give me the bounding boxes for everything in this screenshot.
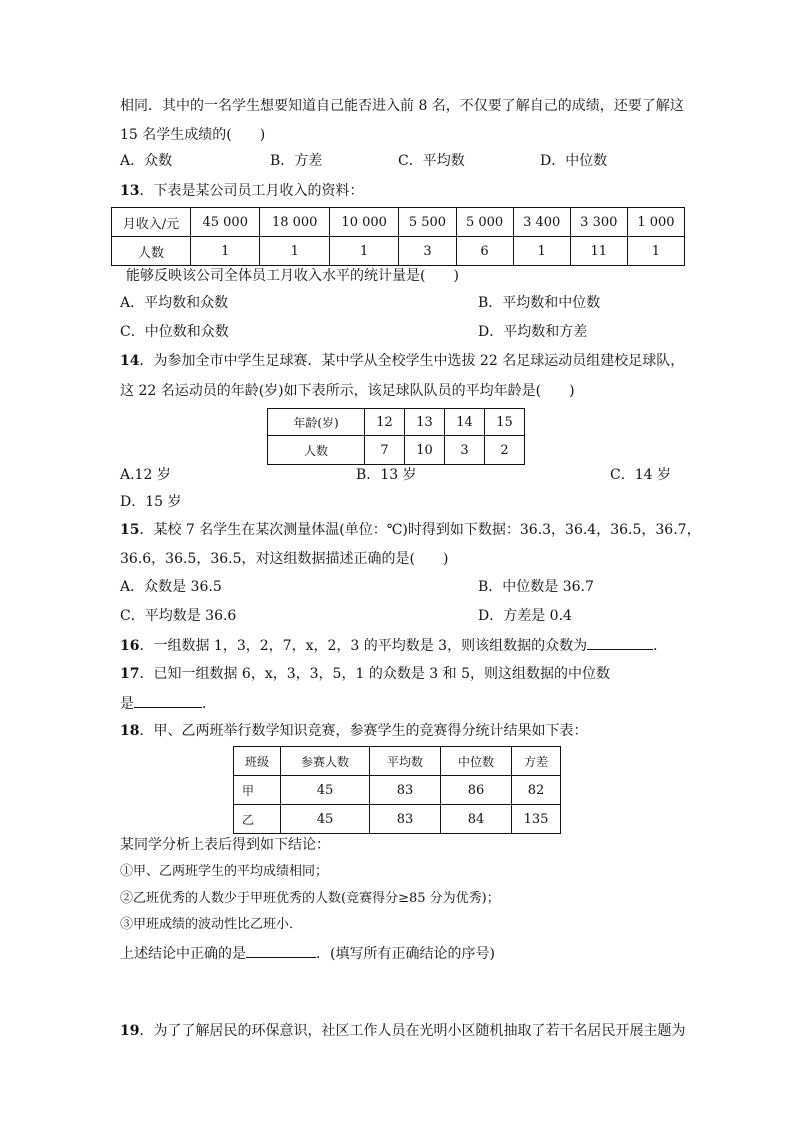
table-header-cell: 方差 (512, 747, 561, 776)
q15-number: 15 (120, 522, 140, 538)
table-cell: 1 (329, 237, 398, 266)
q13-after-text: 能够反映该公司全体员工月收入水平的统计量是( ) (126, 268, 459, 284)
q16-line (120, 635, 667, 656)
q17-line2 (120, 693, 216, 714)
table-cell: 12 (365, 409, 405, 436)
table-cell: 1 000 (627, 208, 684, 237)
q17-number: 17 (120, 666, 140, 682)
q14-number: 14 (120, 353, 140, 369)
table-header-cell: 参赛人数 (281, 747, 370, 776)
q13-stem-text: ．下表是某公司员工月收入的资料： (139, 183, 364, 199)
table-cell: 135 (512, 805, 561, 834)
q15-option-c: C．平均数是 36.6 (120, 608, 237, 624)
q13-option-b: B．平均数和中位数 (478, 295, 601, 311)
q12-line2: 15 名学生成绩的( ) (120, 127, 266, 143)
table-cell: 18 000 (260, 208, 329, 237)
table-cell: 10 000 (329, 208, 398, 237)
q18-question-post: ．(填写所有正确结论的序号) (316, 946, 495, 962)
q16-end: ． (653, 638, 668, 654)
q13-income-table (111, 207, 685, 266)
table-header-cell: 班级 (234, 747, 281, 776)
q15-line1-text: ．某校 7 名学生在某次测量体温(单位：℃)时得到如下数据：36.3，36.4，36.5，36.7， (139, 522, 701, 538)
table-header-cell: 中位数 (441, 747, 512, 776)
q18-results-table (233, 746, 561, 834)
q17-line1-text: ．已知一组数据 6，x，3，3，5，1 的众数是 3 和 5，则这组数据的中位数 (139, 666, 610, 682)
q15-line2: 36.6，36.5，36.5，对这组数据描述正确的是( ) (120, 551, 449, 567)
table-cell: 1 (627, 237, 684, 266)
q12-option-b: B．方差 (270, 153, 323, 169)
table-cell: 乙 (234, 805, 281, 834)
q18-conclusion-2: ②乙班优秀的人数少于甲班优秀的人数(竞赛得分≥85 分为优秀)； (120, 891, 500, 906)
q15-option-a: A．众数是 36.5 (120, 579, 222, 595)
q13-option-a: A．平均数和众数 (120, 295, 229, 311)
table-cell: 6 (456, 237, 513, 266)
q12-option-c: C．平均数 (398, 153, 465, 169)
q14-option-a: A.12 岁 (120, 467, 171, 483)
q14-age-table (267, 408, 525, 465)
q18-conclusion-1: ①甲、乙两班学生的平均成绩相同； (120, 864, 329, 879)
q12-line1: 相同．其中的一名学生想要知道自己能否进入前 8 名，不仅要了解自己的成绩，还要了解这 (120, 98, 684, 114)
table-cell: 甲 (234, 776, 281, 805)
q14-line2: 这 22 名运动员的年龄(岁)如下表所示，该足球队队员的平均年龄是( ) (120, 383, 575, 399)
answer-blank[interactable] (134, 693, 202, 708)
table-cell: 11 (570, 237, 627, 266)
answer-blank[interactable] (246, 943, 316, 958)
answer-blank[interactable] (587, 635, 653, 650)
q18-analysis: 某同学分析上表后得到如下结论： (120, 837, 330, 853)
q14-option-b: B．13 岁 (356, 467, 417, 483)
table-cell: 2 (485, 436, 525, 465)
table-cell: 83 (370, 805, 441, 834)
table-cell: 83 (370, 776, 441, 805)
q12-option-d: D．中位数 (540, 153, 608, 169)
q18-conclusion-3: ③甲班成绩的波动性比乙班小． (120, 917, 303, 932)
table-cell: 15 (485, 409, 525, 436)
table-cell: 3 300 (570, 208, 627, 237)
q14-line1 (120, 351, 684, 371)
q18-stem-text: ．甲、乙两班举行数学知识竞赛，参赛学生的竞赛得分统计结果如下表： (139, 723, 588, 739)
table-cell: 1 (260, 237, 329, 266)
table-cell: 人数 (268, 436, 365, 465)
q15-option-d: D．方差是 0.4 (478, 608, 572, 624)
table-cell: 45 (281, 776, 370, 805)
q19-line1 (120, 1021, 685, 1041)
q15-option-b: B．中位数是 36.7 (478, 579, 594, 595)
q13-option-c: C．中位数和众数 (120, 324, 229, 340)
table-cell: 月收入/元 (112, 208, 191, 237)
q16-text: ．一组数据 1，3，2，7，x，2，3 的平均数是 3，则该组数据的众数为 (139, 638, 588, 654)
table-cell: 45 000 (191, 208, 260, 237)
table-cell: 14 (445, 409, 485, 436)
table-cell: 1 (513, 237, 570, 266)
table-cell: 13 (405, 409, 445, 436)
q19-text: ．为了了解居民的环保意识，社区工作人员在光明小区随机抽取了若干名居民开展主题为 (139, 1023, 686, 1039)
q18-number: 18 (120, 723, 140, 739)
table-cell: 3 (445, 436, 485, 465)
q13-option-d: D．平均数和方差 (478, 324, 588, 340)
q14-option-c: C．14 岁 (610, 467, 671, 483)
q17-line1 (120, 664, 610, 684)
table-cell: 84 (441, 805, 512, 834)
q12-option-a: A．众数 (120, 153, 173, 169)
q16-number: 16 (120, 638, 140, 654)
table-cell: 3 (399, 237, 456, 266)
q18-question-pre: 上述结论中正确的是 (120, 946, 246, 962)
q15-line1 (120, 520, 701, 540)
q13-stem (120, 181, 363, 201)
table-cell: 1 (191, 237, 260, 266)
table-cell: 7 (365, 436, 405, 465)
table-cell: 10 (405, 436, 445, 465)
q14-option-d: D．15 岁 (120, 494, 182, 510)
q13-number: 13 (120, 183, 140, 199)
table-cell: 86 (441, 776, 512, 805)
q18-stem (120, 721, 587, 741)
q19-number: 19 (120, 1023, 140, 1039)
q17-end: ． (202, 696, 216, 712)
table-cell: 45 (281, 805, 370, 834)
table-header-cell: 平均数 (370, 747, 441, 776)
table-cell: 年龄(岁) (268, 409, 365, 436)
q14-line1-text: ．为参加全市中学生足球赛．某中学从全校学生中选拔 22 名足球运动员组建校足球队， (139, 353, 685, 369)
table-cell: 3 400 (513, 208, 570, 237)
q17-line2-text: 是 (120, 696, 134, 712)
table-cell: 人数 (112, 237, 191, 266)
table-cell: 5 500 (399, 208, 456, 237)
table-cell: 82 (512, 776, 561, 805)
q18-question (120, 943, 495, 964)
table-cell: 5 000 (456, 208, 513, 237)
